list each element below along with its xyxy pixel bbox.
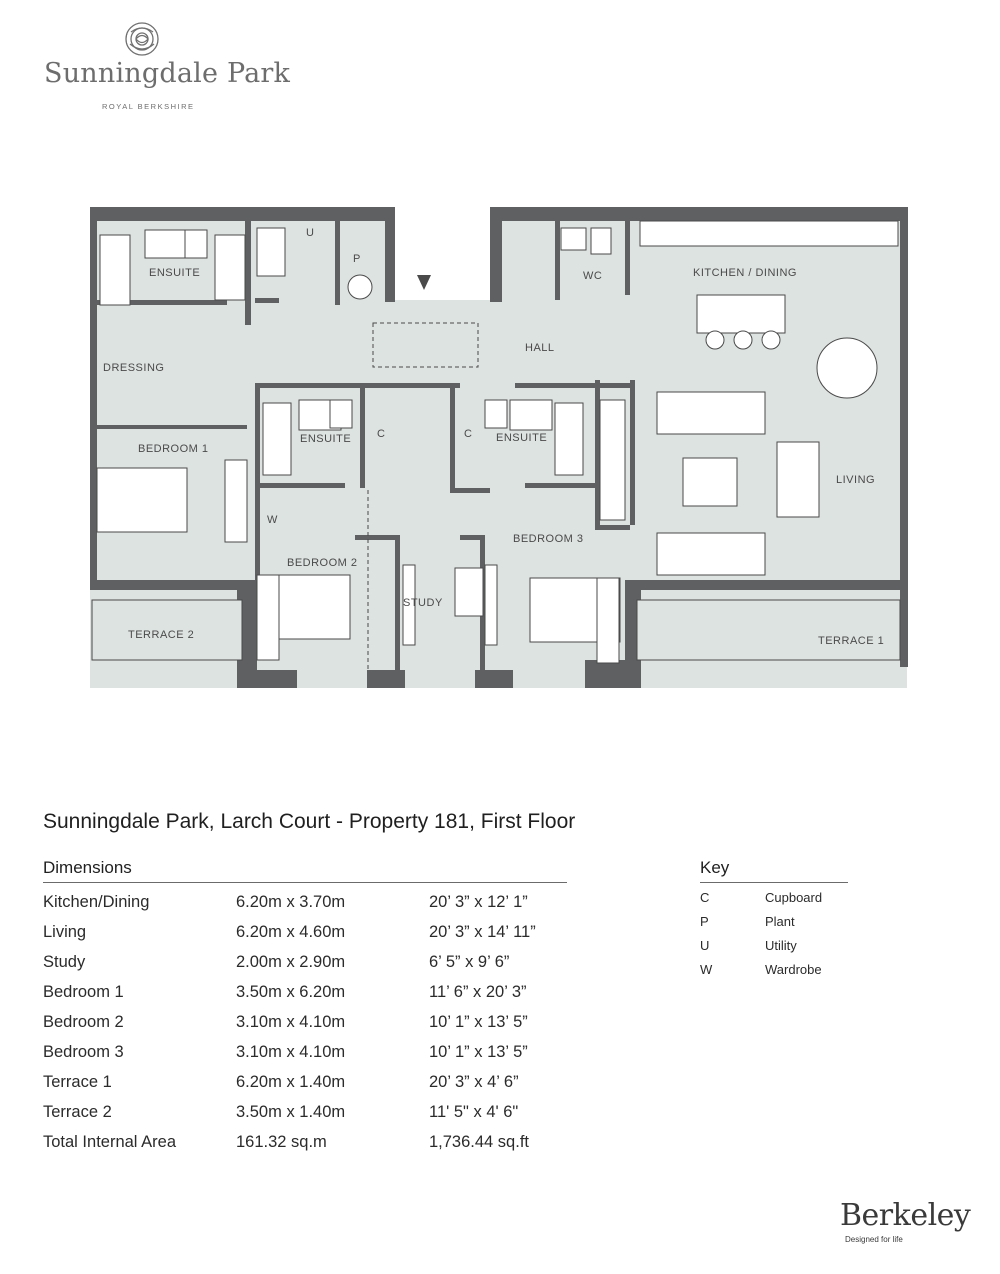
list-item xyxy=(700,886,848,910)
room-name: Kitchen/Dining xyxy=(43,893,150,911)
rose-emblem-icon xyxy=(122,20,162,58)
room-metric: 6.20m x 3.70m xyxy=(236,893,346,911)
label-hall: HALL xyxy=(525,342,555,354)
table-row xyxy=(43,1037,567,1067)
room-imperial: 10’ 1” x 13’ 5” xyxy=(429,1013,528,1031)
table-row xyxy=(43,977,567,1007)
dimensions-table xyxy=(43,858,567,1157)
room-imperial: 11’ 6” x 20’ 3” xyxy=(429,983,527,1001)
list-item xyxy=(700,910,848,934)
room-metric: 2.00m x 2.90m xyxy=(236,953,346,971)
label-wardrobe: W xyxy=(267,514,278,526)
room-imperial: 6’ 5” x 9’ 6” xyxy=(429,953,510,971)
room-name: Total Internal Area xyxy=(43,1133,176,1151)
room-metric: 3.10m x 4.10m xyxy=(236,1043,346,1061)
room-metric: 6.20m x 4.60m xyxy=(236,923,346,941)
label-cupboard-left: C xyxy=(377,428,386,440)
key-label: Plant xyxy=(765,914,795,929)
room-name: Terrace 2 xyxy=(43,1103,112,1121)
list-item xyxy=(700,958,848,982)
room-name: Study xyxy=(43,953,86,971)
label-ensuite-main: ENSUITE xyxy=(149,267,201,279)
label-terrace-2: TERRACE 2 xyxy=(128,629,195,641)
label-ensuite-bed2: ENSUITE xyxy=(300,433,352,445)
label-bedroom-3: BEDROOM 3 xyxy=(513,533,584,545)
label-dressing: DRESSING xyxy=(103,362,165,374)
room-metric: 3.50m x 1.40m xyxy=(236,1103,346,1121)
key-code: C xyxy=(700,890,710,905)
table-row xyxy=(43,887,567,917)
key-label: Wardrobe xyxy=(765,962,822,977)
room-imperial: 20’ 3” x 4’ 6” xyxy=(429,1073,519,1091)
label-utility: U xyxy=(306,227,315,239)
label-study: STUDY xyxy=(403,597,443,609)
label-ensuite-bed3: ENSUITE xyxy=(496,432,548,444)
room-metric: 3.50m x 6.20m xyxy=(236,983,346,1001)
page-title: Sunningdale Park, Larch Court - Property 181, First Floor xyxy=(43,810,576,833)
room-name: Bedroom 1 xyxy=(43,983,124,1001)
floor-plan xyxy=(85,200,915,700)
key-label: Utility xyxy=(765,938,797,953)
dimensions-rows xyxy=(43,887,567,1157)
room-name: Bedroom 2 xyxy=(43,1013,124,1031)
sunningdale-logo xyxy=(40,18,291,118)
label-wc: WC xyxy=(583,270,603,282)
key-legend xyxy=(700,858,848,982)
brand-name: Berkeley xyxy=(840,1198,971,1233)
room-metric: 6.20m x 1.40m xyxy=(236,1073,346,1091)
key-rows xyxy=(700,886,848,982)
label-plant: P xyxy=(353,253,361,265)
berkeley-logo xyxy=(840,1198,970,1248)
label-bedroom-1: BEDROOM 1 xyxy=(138,443,209,455)
label-bedroom-2: BEDROOM 2 xyxy=(287,557,358,569)
table-row xyxy=(43,1097,567,1127)
logo-subtitle: ROYAL BERKSHIRE xyxy=(102,102,195,111)
room-metric: 3.10m x 4.10m xyxy=(236,1013,346,1031)
room-metric: 161.32 sq.m xyxy=(236,1133,327,1151)
label-kitchen-dining: KITCHEN / DINING xyxy=(693,267,797,279)
room-imperial: 20’ 3” x 14’ 11” xyxy=(429,923,536,941)
key-label: Cupboard xyxy=(765,890,823,905)
room-imperial: 10’ 1” x 13’ 5” xyxy=(429,1043,528,1061)
brand-tagline: Designed for life xyxy=(845,1235,903,1244)
table-row xyxy=(43,917,567,947)
label-living: LIVING xyxy=(836,474,876,486)
room-name: Terrace 1 xyxy=(43,1073,112,1091)
logo-title: Sunningdale Park xyxy=(44,58,291,89)
list-item xyxy=(700,934,848,958)
room-name: Living xyxy=(43,923,87,941)
key-code: U xyxy=(700,938,710,953)
key-heading: Key xyxy=(700,858,848,883)
room-imperial: 1,736.44 sq.ft xyxy=(429,1133,529,1151)
key-code: P xyxy=(700,914,709,929)
table-row xyxy=(43,947,567,977)
dimensions-heading: Dimensions xyxy=(43,858,567,883)
label-terrace-1: TERRACE 1 xyxy=(818,635,885,647)
table-row xyxy=(43,1007,567,1037)
table-row xyxy=(43,1127,567,1157)
table-row xyxy=(43,1067,567,1097)
room-imperial: 20’ 3” x 12’ 1” xyxy=(429,893,528,911)
key-code: W xyxy=(700,962,713,977)
room-imperial: 11' 5" x 4' 6" xyxy=(429,1103,519,1121)
label-cupboard-right: C xyxy=(464,428,473,440)
room-name: Bedroom 3 xyxy=(43,1043,124,1061)
